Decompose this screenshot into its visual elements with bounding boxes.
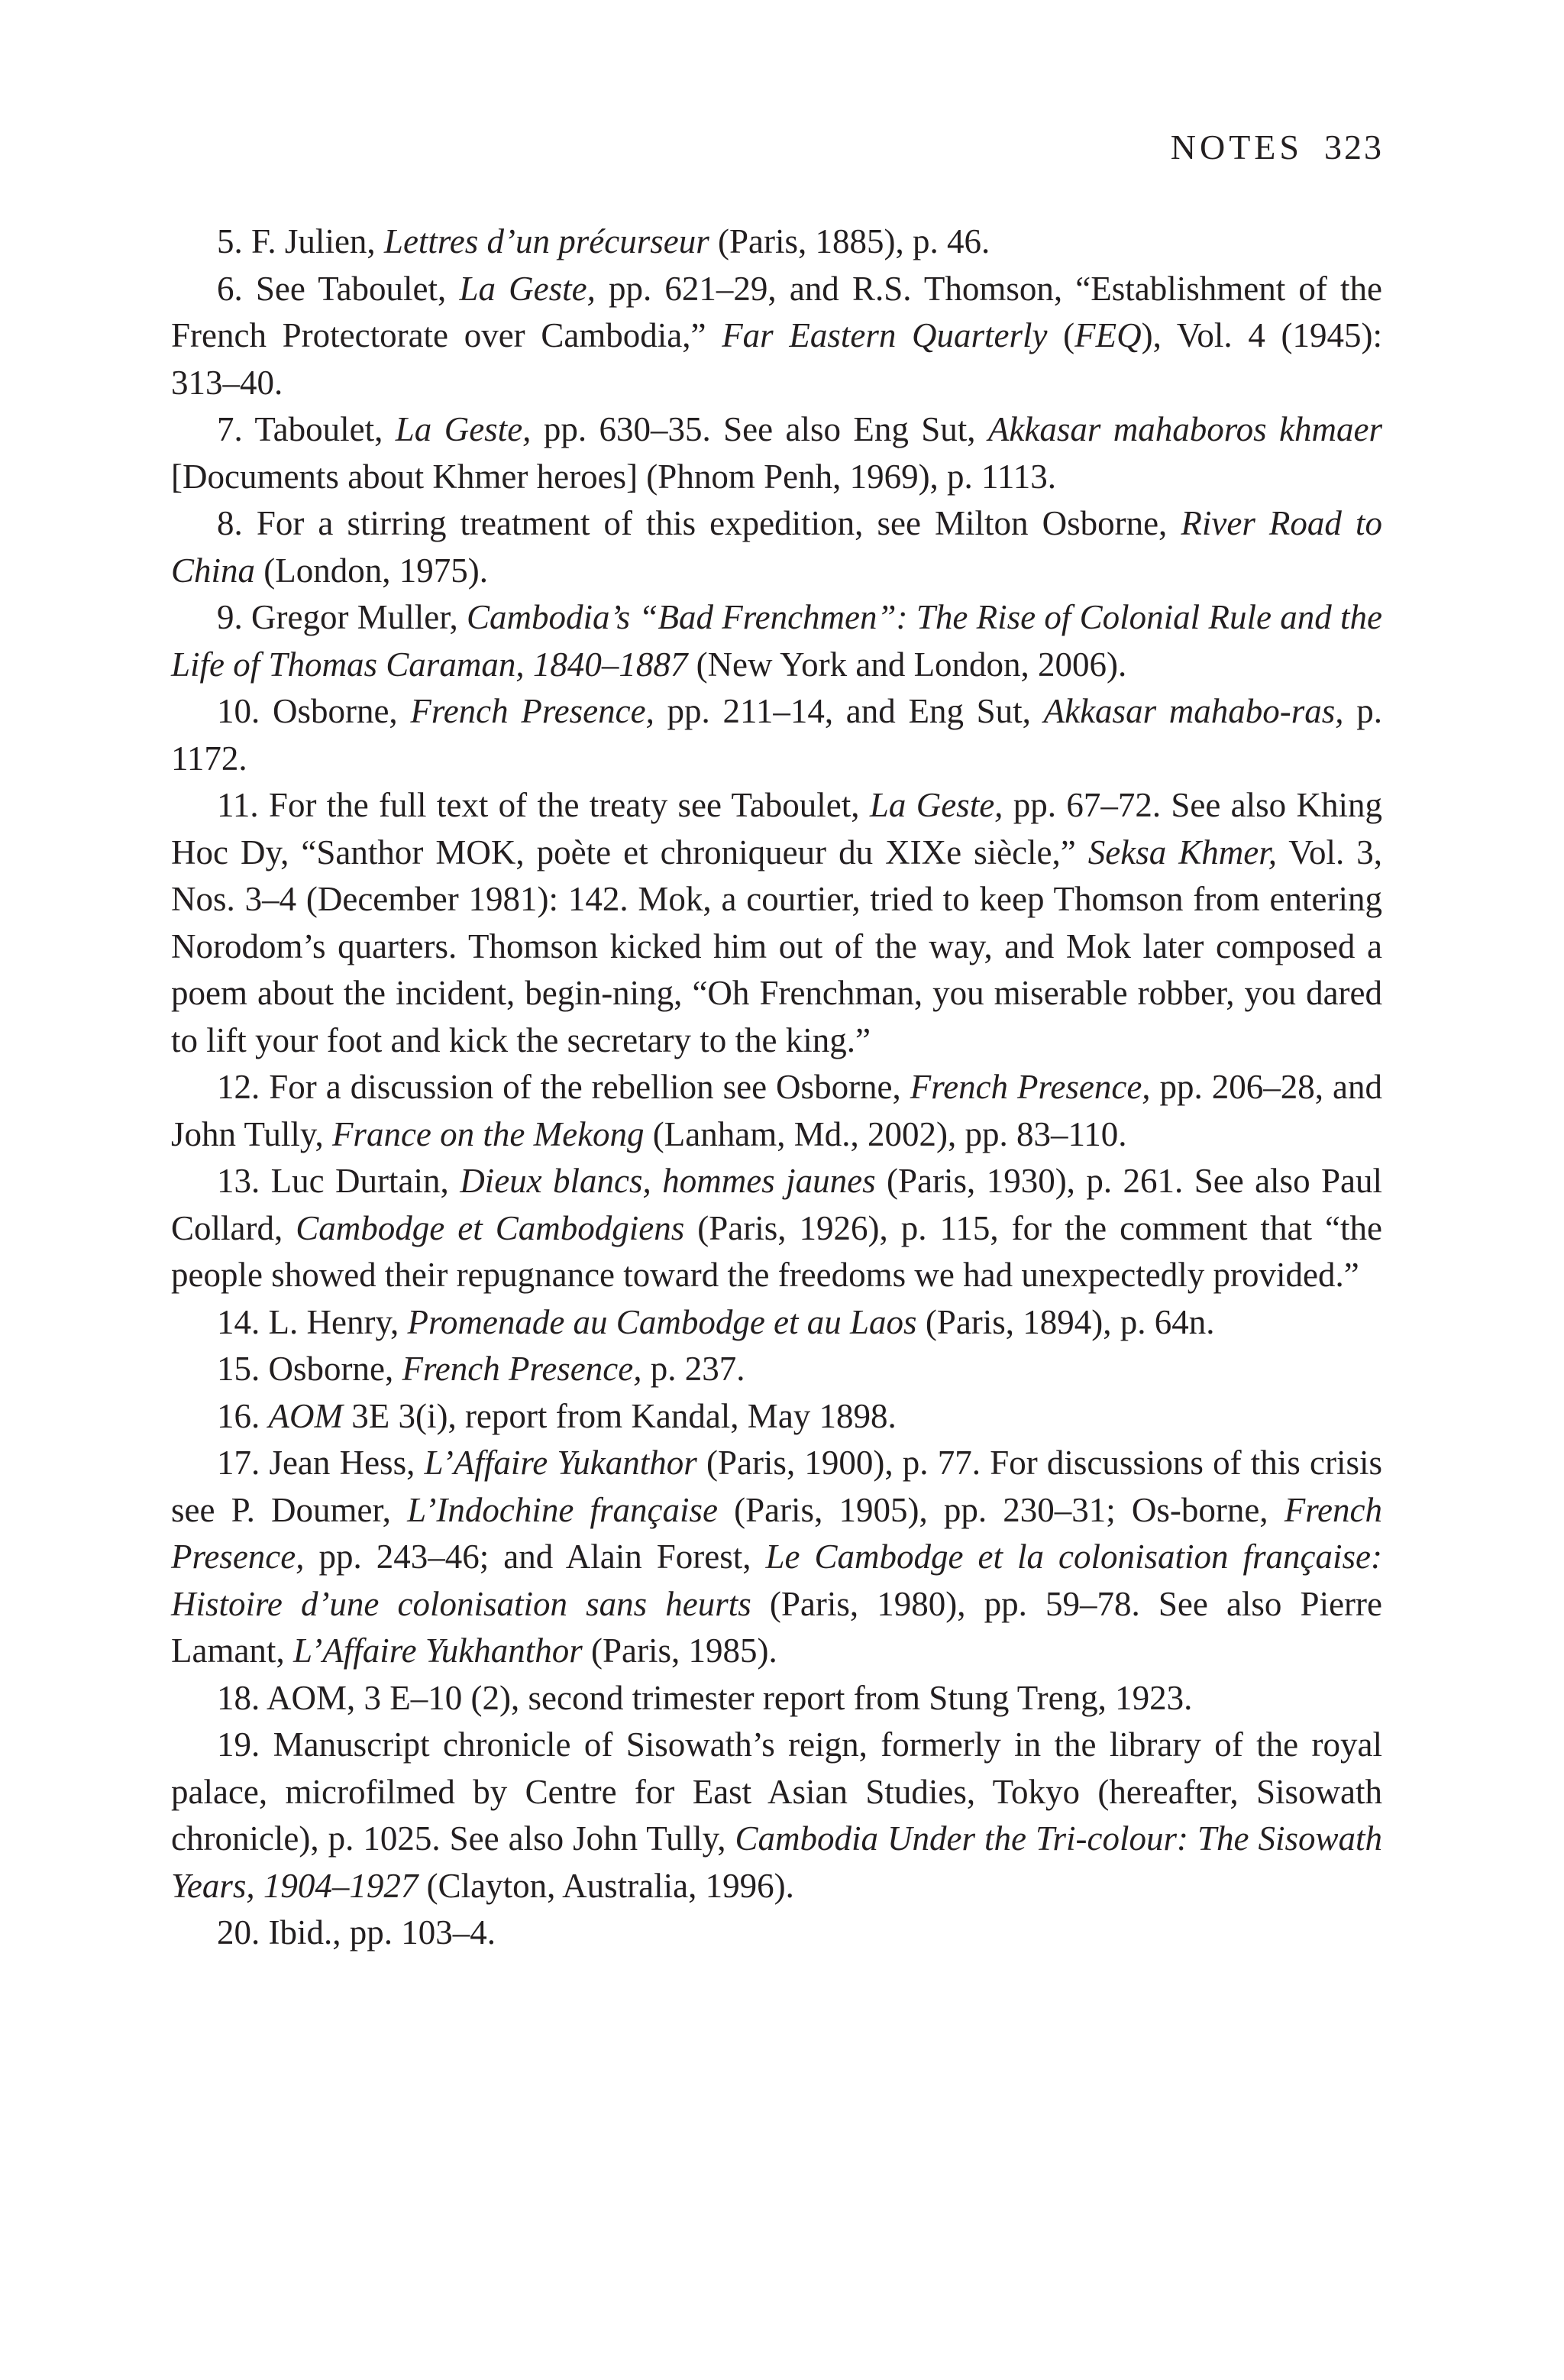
endnote-title-italic: La Geste,	[459, 269, 596, 308]
endnote-title-italic: La Geste,	[395, 410, 532, 448]
endnote-6	[171, 266, 1382, 407]
endnote-20	[171, 1909, 1382, 1957]
endnote-text: ), Vol. 4 (1945): 313–40.	[171, 316, 1382, 402]
endnote-number: 20.	[217, 1913, 260, 1952]
endnote-text: (Paris, 1930), p. 261. See also Paul Collard,	[171, 1162, 1382, 1247]
endnotes-list	[171, 218, 1382, 1957]
endnote-text	[260, 1397, 268, 1435]
endnote-text: (Paris, 1900), p. 77. For discussions of this crisis see P. Doumer,	[171, 1444, 1382, 1529]
endnote-title-italic: Cambodia’s “Bad Frenchmen”: The Rise of Colonial Rule and the Life of Thomas Caraman, 1840–1887	[171, 598, 1382, 684]
endnote-number: 18.	[217, 1678, 260, 1717]
endnote-text: (Paris, 1885), p. 46.	[709, 222, 990, 260]
endnote-title-italic: Cambodia Under the Tri-colour: The Sisowath Years, 1904–1927	[171, 1819, 1382, 1905]
endnote-text: AOM, 3 E–10 (2), second trimester report from Stung Treng, 1923.	[260, 1678, 1193, 1717]
endnote-text: pp. 211–14, and Eng Sut,	[654, 692, 1044, 730]
endnote-title-italic: Seksa Khmer,	[1087, 833, 1278, 871]
endnote-title-italic: Far Eastern Quarterly	[722, 316, 1048, 354]
endnote-text: For the full text of the treaty see Taboulet,	[258, 786, 870, 824]
endnote-10	[171, 688, 1382, 782]
endnote-text: (Lanham, Md., 2002), pp. 83–110.	[644, 1114, 1127, 1153]
endnote-title-italic: L’Affaire Yukhanthor	[292, 1631, 583, 1670]
endnote-title-italic: Promenade au Cambodge et au Laos	[407, 1302, 917, 1341]
endnote-number: 15.	[217, 1350, 260, 1388]
endnote-text: For a stirring treatment of this expedition, see Milton Osborne,	[242, 504, 1181, 542]
endnote-title-italic: Akkasar mahaboros khmaer	[987, 410, 1382, 448]
endnote-16	[171, 1393, 1382, 1441]
endnote-text: See Taboulet,	[242, 269, 460, 308]
endnote-number: 12.	[217, 1068, 260, 1106]
endnote-text: pp. 206–28, and John Tully,	[171, 1068, 1383, 1153]
endnote-title-italic: La Geste,	[869, 786, 1003, 824]
endnote-11	[171, 782, 1382, 1064]
endnote-number: 13.	[217, 1162, 260, 1200]
section-title: NOTES	[1170, 128, 1303, 167]
endnote-number: 5.	[217, 222, 243, 260]
endnote-number: 14.	[217, 1302, 260, 1341]
endnote-title-italic: French Presence,	[402, 1350, 642, 1388]
endnote-text: pp. 243–46; and Alain Forest,	[304, 1538, 766, 1576]
endnote-title-italic: French Presence,	[910, 1068, 1151, 1106]
endnote-text: (Paris, 1985).	[582, 1631, 777, 1670]
endnote-title-italic: Le Cambodge et la colonisation française: Histoire d’une colonisation sans heurts	[171, 1538, 1383, 1623]
endnote-title-italic: Akkasar mahabo-ras,	[1043, 692, 1344, 730]
endnote-number: 7.	[217, 410, 243, 448]
endnote-text: Jean Hess,	[260, 1444, 425, 1482]
endnote-title-italic: L’Affaire Yukanthor	[424, 1444, 697, 1482]
endnote-title-italic: L’Indochine française	[407, 1490, 718, 1529]
endnote-title-italic: Dieux blancs, hommes jaunes	[460, 1162, 876, 1200]
endnote-18	[171, 1675, 1382, 1722]
endnote-13	[171, 1158, 1382, 1299]
endnote-number: 16.	[217, 1396, 260, 1435]
endnote-15	[171, 1346, 1382, 1393]
endnote-text: [Documents about Khmer heroes] (Phnom Penh, 1969), p. 1113.	[171, 457, 1056, 496]
endnote-number: 17.	[217, 1444, 260, 1482]
endnote-text: (New York and London, 2006).	[687, 645, 1127, 684]
endnote-title-italic: French Presence,	[410, 692, 654, 730]
endnote-17	[171, 1440, 1382, 1675]
endnote-text: (	[1047, 316, 1075, 354]
endnote-title-italic: French Presence,	[171, 1490, 1382, 1576]
endnote-text: p. 237.	[641, 1350, 745, 1388]
endnote-5	[171, 218, 1382, 266]
endnote-title-italic: Lettres d’un précurseur	[383, 222, 709, 260]
endnote-text: F. Julien,	[242, 222, 384, 260]
endnote-text: pp. 630–35. See also Eng Sut,	[531, 410, 988, 448]
endnote-12	[171, 1064, 1382, 1158]
endnote-title-italic: France on the Mekong	[331, 1114, 645, 1153]
endnote-text: Vol. 3, Nos. 3–4 (December 1981): 142. Mok, a courtier, tried to keep Thomson from entering Norodom’s quarters. Thomson kicked him out of the way, and Mok later composed a poem about the incident, begin-ning, “Oh Frenchman, you miserable robber, you dared to lift your foot and kick the secretary to the king.”	[171, 833, 1382, 1059]
endnote-number: 11.	[217, 786, 259, 824]
endnote-text: (Paris, 1980), pp. 59–78. See also Pierre Lamant,	[171, 1584, 1383, 1670]
endnote-title-italic: River Road to China	[171, 504, 1382, 590]
endnote-text: (Clayton, Australia, 1996).	[418, 1866, 794, 1905]
endnote-text: Osborne,	[260, 1350, 402, 1388]
endnote-text: For a discussion of the rebellion see Osborne,	[260, 1068, 910, 1106]
endnote-text: Taboulet,	[242, 410, 396, 448]
endnote-14	[171, 1299, 1382, 1347]
endnote-number: 6.	[217, 269, 243, 308]
endnote-text: Luc Durtain,	[260, 1162, 460, 1200]
endnote-text: p. 1172.	[171, 692, 1382, 778]
endnote-number: 9.	[217, 598, 243, 636]
endnote-text: (Paris, 1894), p. 64n.	[916, 1302, 1215, 1341]
endnote-19	[171, 1722, 1382, 1909]
endnote-text: Gregor Muller,	[242, 598, 467, 636]
endnote-title-italic: Cambodge et Cambodgiens	[296, 1208, 685, 1247]
endnote-text: pp. 67–72. See also Khing Hoc Dy, “Santhor MOK, poète et chroniqueur du XIXe siècle,”	[171, 786, 1382, 871]
endnote-text: L. Henry,	[260, 1302, 408, 1341]
endnote-text: 3E 3(i), report from Kandal, May 1898.	[342, 1396, 897, 1435]
endnote-number: 10.	[217, 692, 260, 730]
endnote-text: pp. 621–29, and R.S. Thomson, “Establishment of the French Protectorate over Cambodia,”	[171, 269, 1382, 354]
page-number: 323	[1324, 128, 1384, 167]
endnote-number: 19.	[217, 1725, 260, 1764]
endnote-title-italic: FEQ	[1074, 316, 1142, 354]
endnote-text: (Paris, 1926), p. 115, for the comment that “the people showed their repugnance toward the freedoms we had unexpectedly provided.”	[171, 1208, 1382, 1294]
endnote-text: Osborne,	[260, 692, 411, 730]
endnote-title-italic: AOM	[268, 1396, 343, 1435]
endnote-number: 8.	[217, 504, 243, 542]
endnote-text: (Paris, 1905), pp. 230–31; Os-borne,	[717, 1490, 1284, 1529]
endnote-text: Ibid., pp. 103–4.	[260, 1913, 496, 1952]
endnote-7	[171, 406, 1382, 500]
running-head	[1171, 127, 1384, 167]
endnote-text: (London, 1975).	[255, 551, 488, 590]
endnote-8	[171, 500, 1382, 594]
endnote-text: Manuscript chronicle of Sisowath’s reign, formerly in the library of the royal palace, microfilmed by Centre for East Asian Studies, Tokyo (hereafter, Sisowath chronicle), p. 1025. See also John Tully,	[171, 1725, 1382, 1858]
endnote-9	[171, 594, 1382, 688]
